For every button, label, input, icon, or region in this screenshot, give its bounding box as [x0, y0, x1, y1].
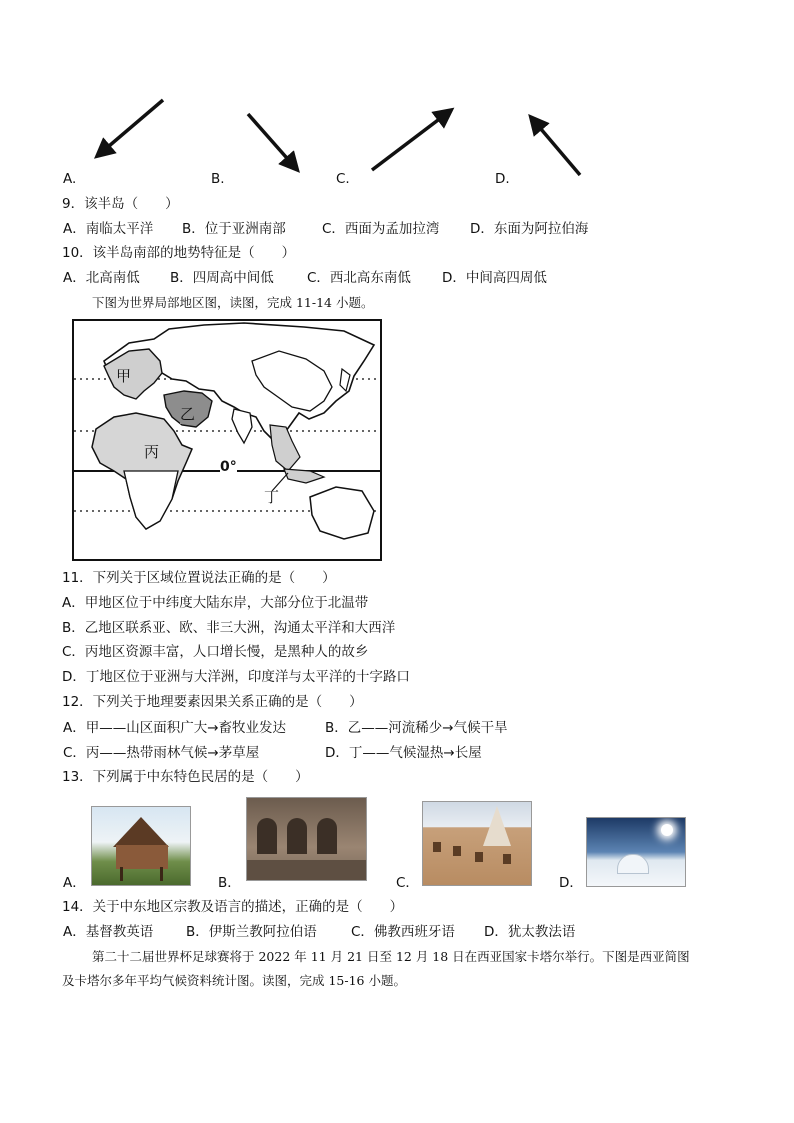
q14-option-b: B．伊斯兰教阿拉伯语: [186, 924, 317, 940]
arrow-b-icon: [248, 114, 293, 165]
q9-option-d: D．东面为阿拉伯海: [470, 221, 589, 237]
q14-option-a: A．基督教英语: [63, 924, 154, 940]
q12-option-d: D．丁——气候湿热→长屋: [325, 745, 482, 761]
q9-option-b: B．位于亚洲南部: [182, 221, 286, 237]
world-region-map: [72, 319, 382, 561]
photo-stilt-house: [91, 806, 191, 886]
map-drawing: [74, 321, 380, 559]
q11-option-b: B．乙地区联系亚、欧、非三大洲，沟通太平洋和大西洋: [62, 620, 396, 636]
map-label-jia: 甲: [116, 367, 132, 385]
q12-option-b: B．乙——河流稀少→气候干旱: [325, 720, 508, 736]
q9-stem: 9．该半岛（ ）: [62, 196, 179, 212]
q9-option-a: A．南临太平洋: [63, 221, 154, 237]
q8-arrow-options: [60, 92, 600, 182]
q13-option-d: D．: [559, 875, 583, 891]
q10-option-b: B．四周高中间低: [170, 270, 274, 286]
q13-option-b: B．: [218, 875, 241, 891]
q12-option-a: A．甲——山区面积广大→畜牧业发达: [63, 720, 287, 736]
intro-15-16-line2: 及卡塔尔多年平均气候资料统计图。读图，完成 15-16 小题。: [62, 973, 406, 988]
q14-option-d: D．犹太教法语: [484, 924, 576, 940]
q10-option-d: D．中间高四周低: [442, 270, 547, 286]
photo-mud-brick-house: [422, 801, 532, 886]
arrow-d-icon: [535, 122, 580, 175]
map-label-bing: 丙: [144, 443, 160, 461]
q8-option-b: B.: [211, 171, 225, 187]
q11-option-a: A．甲地区位于中纬度大陆东岸，大部分位于北温带: [62, 595, 369, 611]
q12-option-c: C．丙——热带雨林气候→茅草屋: [63, 745, 260, 761]
q13-option-a: A．: [63, 875, 86, 891]
intro-11-14: 下图为世界局部地区图，读图，完成 11-14 小题。: [92, 295, 374, 310]
arrow-c-icon: [372, 114, 446, 170]
q8-option-a: A.: [63, 171, 77, 187]
photo-igloo: [586, 817, 686, 887]
photo-stone-house: [246, 797, 367, 881]
q13-option-c: C．: [396, 875, 419, 891]
q13-stem: 13．下列属于中东特色民居的是（ ）: [62, 769, 309, 785]
map-label-yi: 乙: [180, 405, 196, 423]
q10-option-c: C．西北高东南低: [307, 270, 411, 286]
q11-stem: 11．下列关于区域位置说法正确的是（ ）: [62, 570, 336, 586]
q9-option-c: C．西面为孟加拉湾: [322, 221, 440, 237]
q10-option-a: A．北高南低: [63, 270, 140, 286]
q10-stem: 10．该半岛南部的地势特征是（ ）: [62, 245, 296, 261]
intro-15-16-line1: 第二十二届世界杯足球赛将于 2022 年 11 月 21 日至 12 月 18 日在西亚国家卡塔尔举行。下图是西亚简图: [92, 949, 690, 964]
q8-option-d: D.: [495, 171, 510, 187]
arrow-a-icon: [102, 100, 163, 152]
q11-option-d: D．丁地区位于亚洲与大洋洲，印度洋与太平洋的十字路口: [62, 669, 410, 685]
q14-stem: 14．关于中东地区宗教及语言的描述，正确的是（ ）: [62, 899, 404, 915]
q8-option-c: C.: [336, 171, 350, 187]
q14-option-c: C．佛教西班牙语: [351, 924, 455, 940]
q12-stem: 12．下列关于地理要素因果关系正确的是（ ）: [62, 694, 363, 710]
map-label-ding: 丁: [264, 488, 280, 506]
map-label-equator: 0°: [220, 459, 237, 475]
q11-option-c: C．丙地区资源丰富，人口增长慢，是黑种人的故乡: [62, 644, 369, 660]
